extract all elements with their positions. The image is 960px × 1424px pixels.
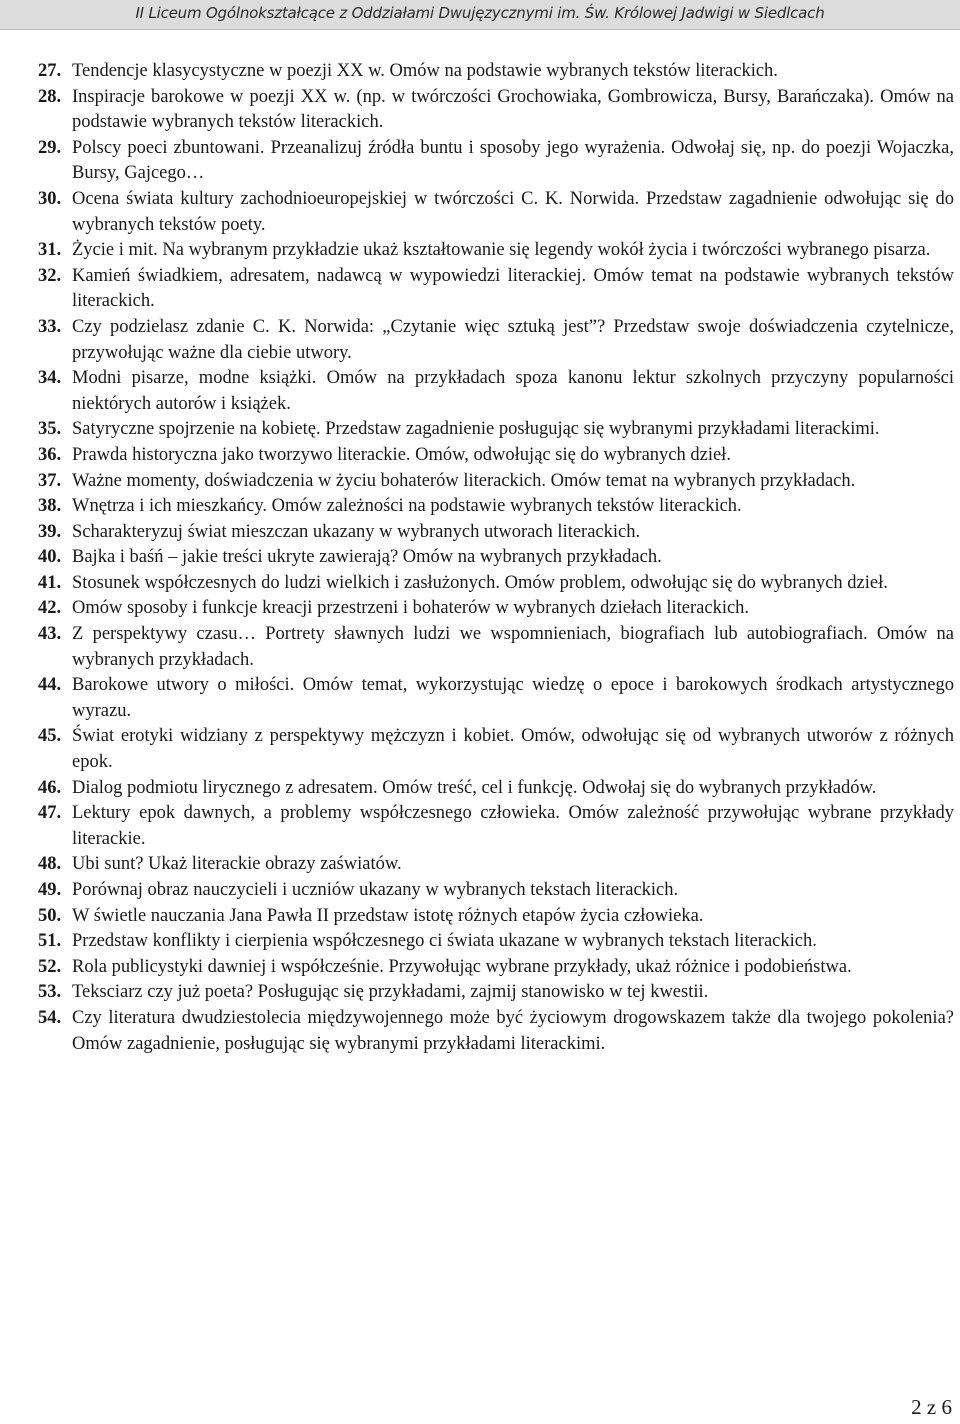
topic-text: Ocena świata kultury zachodnioeuropejskiej w twórczości C. K. Norwida. Przedstaw zagadnienie odwołując się do wybranych tekstów poety.: [72, 188, 954, 235]
topic-item: [38, 724, 954, 775]
topic-text: Teksciarz czy już poeta? Posługując się przykładami, zajmij stanowisko w tej kwestii.: [72, 982, 709, 1003]
topic-number: 29.: [38, 137, 62, 158]
topic-number: 45.: [38, 726, 62, 747]
topic-item: [38, 673, 954, 724]
topic-number: 30.: [38, 188, 62, 209]
topic-text: Porównaj obraz nauczycieli i uczniów ukazany w wybranych tekstach literackich.: [72, 880, 679, 900]
topic-item: [38, 801, 954, 852]
topic-number: 53.: [38, 982, 62, 1003]
topic-number: 49.: [38, 880, 62, 900]
topic-item: [38, 315, 954, 366]
topic-text: Świat erotyki widziany z perspektywy mężczyzn i kobiet. Omów, odwołując się od wybranych utworów z różnych epok.: [72, 726, 954, 773]
topic-number: 52.: [38, 956, 62, 977]
topic-item: [38, 929, 954, 955]
topic-number: 35.: [38, 419, 62, 440]
topic-number: 39.: [38, 521, 62, 542]
topic-number: 43.: [38, 624, 62, 645]
topic-text: Czy podzielasz zdanie C. K. Norwida: „Czytanie więc sztuką jest”? Przedstaw swoje doświadczenia czytelnicze, przywołując ważne dla ciebie utwory.: [72, 316, 954, 363]
topic-number: 37.: [38, 470, 62, 491]
topic-item: [38, 545, 954, 571]
topic-item: [38, 366, 954, 417]
topic-text: Omów sposoby i funkcje kreacji przestrzeni i bohaterów w wybranych dziełach literackich.: [72, 598, 750, 619]
header-title: II Liceum Ogólnokształcące z Oddziałami Dwujęzycznymi im. Św. Królowej Jadwigi w Siedlcach: [135, 4, 825, 22]
topic-number: 32.: [38, 265, 62, 286]
topic-number: 27.: [38, 61, 62, 81]
topic-number: 34.: [38, 368, 62, 389]
topic-item: [38, 904, 954, 930]
topic-number: 38.: [38, 496, 62, 517]
topic-text: Barokowe utwory o miłości. Omów temat, wykorzystując wiedzę o epoce i barokowych środkach artystycznego wyrazu.: [72, 675, 954, 721]
topic-text: Stosunek współczesnych do ludzi wielkich i zasłużonych. Omów problem, odwołując się do wybranych dzieł.: [72, 572, 888, 593]
topic-text: Przedstaw konflikty i cierpienia współczesnego ci świata ukazane w wybranych tekstach literackich.: [72, 931, 817, 952]
topic-text: Ubi sunt? Ukaż literackie obrazy zaświatów.: [72, 854, 402, 875]
topic-item: [38, 776, 954, 802]
topic-item: [38, 1006, 954, 1057]
topic-item: [38, 85, 954, 136]
topic-text: Modni pisarze, modne książki. Omów na przykładach spoza kanonu lektur szkolnych przyczyny popularności niektórych autorów i książek.: [72, 368, 954, 414]
topic-item: [38, 443, 954, 469]
topic-text: Ważne momenty, doświadczenia w życiu bohaterów literackich. Omów temat na wybranych przykładach.: [72, 470, 856, 491]
topic-text: Prawda historyczna jako tworzywo literackie. Omów, odwołując się do wybranych dzieł.: [72, 444, 731, 465]
topic-item: [38, 494, 954, 520]
topic-item: [38, 59, 954, 85]
topic-item: [38, 980, 954, 1006]
topic-item: [38, 878, 954, 904]
topic-number: 42.: [38, 598, 62, 619]
topic-item: [38, 417, 954, 443]
topic-text: W świetle nauczania Jana Pawła II przedstaw istotę różnych etapów życia człowieka.: [72, 905, 704, 926]
topic-number: 47.: [38, 803, 62, 824]
topic-text: Scharakteryzuj świat mieszczan ukazany w wybranych utworach literackich.: [72, 521, 641, 542]
topic-number: 28.: [38, 86, 62, 107]
topic-item: [38, 136, 954, 187]
topic-item: [38, 571, 954, 597]
topic-text: Wnętrza i ich mieszkańcy. Omów zależności na podstawie wybranych tekstów literackich.: [72, 496, 742, 517]
topic-item: [38, 622, 954, 673]
topic-number: 50.: [38, 905, 62, 926]
topic-text: Rola publicystyki dawniej i współcześnie. Przywołując wybrane przykłady, ukaż różnice i podobieństwa.: [72, 956, 852, 977]
topic-number: 40.: [38, 547, 62, 568]
topic-number: 46.: [38, 777, 62, 798]
topic-text: Z perspektywy czasu… Portrety sławnych ludzi we wspomnieniach, biografiach lub autobiografiach. Omów na wybranych przykładach.: [72, 624, 954, 670]
topic-item: [38, 955, 954, 981]
topic-item: [38, 852, 954, 878]
page-number: 2 z 6: [911, 1395, 952, 1419]
topic-number: 51.: [38, 931, 62, 952]
topic-number: 54.: [38, 1007, 62, 1028]
topic-item: [38, 238, 954, 264]
topic-item: [38, 596, 954, 622]
topic-text: Dialog podmiotu lirycznego z adresatem. Omów treść, cel i funkcję. Odwołaj się do wybranych przykładów.: [72, 777, 877, 798]
topic-text: Tendencje klasycystyczne w poezji XX w. Omów na podstawie wybranych tekstów literackich.: [72, 61, 778, 81]
topic-text: Inspiracje barokowe w poezji XX w. (np. w twórczości Grochowiaka, Gombrowicza, Bursy, Barańczaka). Omów na podstawie wybranych tekstów literackich.: [72, 86, 954, 133]
topic-text: Bajka i baśń – jakie treści ukryte zawierają? Omów na wybranych przykładach.: [72, 547, 662, 568]
topic-item: [38, 469, 954, 495]
topic-item: [38, 264, 954, 315]
topic-number: 48.: [38, 854, 62, 875]
topic-item: [38, 520, 954, 546]
topic-number: 31.: [38, 240, 62, 261]
topic-number: 36.: [38, 444, 62, 465]
page-header: [0, 0, 960, 30]
topic-number: 41.: [38, 572, 62, 593]
topic-text: Lektury epok dawnych, a problemy współczesnego człowieka. Omów zależność przywołując wybrane przykłady literackie.: [72, 803, 954, 849]
topic-text: Polscy poeci zbuntowani. Przeanalizuj źródła buntu i sposoby jego wyrażenia. Odwołaj się, np. do poezji Wojaczka, Bursy, Gajcego…: [72, 137, 954, 184]
topic-number: 33.: [38, 316, 62, 337]
topic-number: 44.: [38, 675, 62, 696]
topic-text: Czy literatura dwudziestolecia międzywojennego może być życiowym drogowskazem także dla twojego pokolenia? Omów zagadnienie, posługując się wybranymi przykładami literackimi.: [72, 1007, 954, 1054]
topic-list: [38, 59, 954, 1057]
topic-text: Życie i mit. Na wybranym przykładzie ukaż kształtowanie się legendy wokół życia i twórczości wybranego pisarza.: [72, 240, 931, 261]
topic-text: Satyryczne spojrzenie na kobietę. Przedstaw zagadnienie posługując się wybranymi przykładami literackimi.: [72, 419, 880, 440]
topic-item: [38, 187, 954, 238]
topic-text: Kamień świadkiem, adresatem, nadawcą w wypowiedzi literackiej. Omów temat na podstawie wybranych tekstów literackich.: [72, 265, 954, 312]
